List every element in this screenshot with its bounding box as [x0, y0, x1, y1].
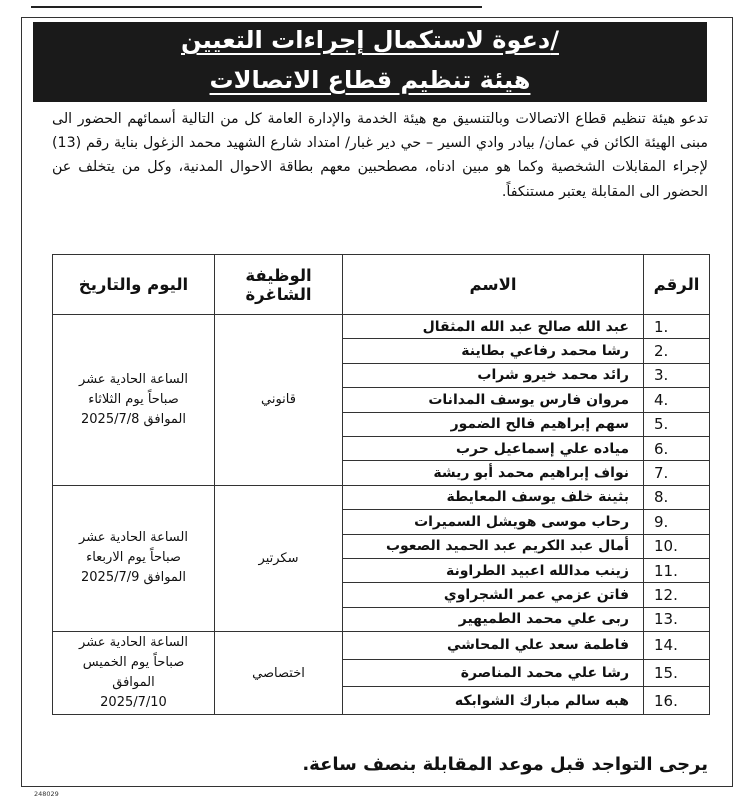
- intro-paragraph: تدعو هيئة تنظيم قطاع الاتصالات وبالتنسيق مع هيئة الخدمة والإدارة العامة كل من التالية أسمائهم الحضور الى مبنى الهيئة الكائن في عمان/ بيادر وادي السير – حي دير غبار/ امتداد شارع الشهيد محمد الزغول بناية رقم (13) لإجراء المقابلات الشخصية وكما هو مبين ادناه، مصطحبين معهم بطاقة الاحوال المدنية، وكل من يتخلف عن الحضور الى المقابلة يعتبر مستنكفاً.: [52, 111, 708, 200]
- candidate-name: أمال عبد الكريم عبد الحميد الصعوب: [343, 534, 644, 558]
- candidate-name: فاطمة سعد علي المحاشي: [343, 632, 644, 660]
- row-number: 2.: [644, 339, 710, 363]
- candidate-name: هبه سالم مبارك الشوابكه: [343, 687, 644, 715]
- interview-time-line: صباحاً يوم الثلاثاء: [88, 391, 179, 407]
- candidates-table: [52, 254, 710, 715]
- row-number: 3.: [644, 363, 710, 387]
- table-row: [53, 315, 710, 339]
- interview-time-line: الساعة الحادية عشر: [79, 371, 188, 387]
- row-number: 7.: [644, 461, 710, 485]
- row-number: 6.: [644, 436, 710, 460]
- job-title: سكرتير: [215, 485, 343, 631]
- table-header-row: [53, 255, 710, 315]
- row-number: 1.: [644, 315, 710, 339]
- footer-note: يرجى التواجد قبل موعد المقابلة بنصف ساعة.: [302, 754, 708, 775]
- title-banner: [33, 22, 707, 102]
- candidate-name: فاتن عزمي عمر الشجراوي: [343, 583, 644, 607]
- ad-code: 248029: [34, 790, 59, 798]
- row-number: 11.: [644, 558, 710, 582]
- title-line-1: دعوة لاستكمال إجراءات التعيين/: [181, 26, 559, 54]
- table-body: [53, 315, 710, 715]
- header-name: الاسم: [343, 255, 644, 315]
- table-row: [53, 485, 710, 509]
- candidate-name: ربى علي محمد الطميهير: [343, 607, 644, 631]
- row-number: 15.: [644, 659, 710, 687]
- candidate-name: مروان فارس يوسف المدانات: [343, 388, 644, 412]
- candidate-name: رشا محمد رفاعي بطاينة: [343, 339, 644, 363]
- header-job: الوظيفة الشاغرة: [215, 255, 343, 315]
- candidate-name: نواف إبراهيم محمد أبو ريشة: [343, 461, 644, 485]
- interview-time-line: الموافق 2025/7/8: [81, 411, 186, 427]
- row-number: 14.: [644, 632, 710, 660]
- row-number: 4.: [644, 388, 710, 412]
- row-number: 8.: [644, 485, 710, 509]
- row-number: 12.: [644, 583, 710, 607]
- row-number: 10.: [644, 534, 710, 558]
- interview-time: [53, 632, 215, 715]
- interview-time-line: صباحاً يوم الاربعاء: [86, 550, 181, 566]
- row-number: 16.: [644, 687, 710, 715]
- interview-time: [53, 315, 215, 486]
- candidate-name: رشا علي محمد المناصرة: [343, 659, 644, 687]
- table-row: [53, 632, 710, 660]
- interview-time: [53, 485, 215, 631]
- header-when: اليوم والتاريخ: [53, 255, 215, 315]
- interview-time-line: الموافق 2025/7/9: [81, 570, 186, 586]
- interview-time-line: 2025/7/10: [100, 695, 167, 711]
- interview-time-line: صباحاً يوم الخميس: [82, 655, 185, 671]
- top-rule: [31, 6, 482, 8]
- candidate-name: رائد محمد خيرو شراب: [343, 363, 644, 387]
- header-num: الرقم: [644, 255, 710, 315]
- row-number: 13.: [644, 607, 710, 631]
- candidate-name: مياده علي إسماعيل حرب: [343, 436, 644, 460]
- row-number: 9.: [644, 510, 710, 534]
- job-title: اختصاصي: [215, 632, 343, 715]
- interview-time-line: الموافق: [112, 675, 155, 691]
- title-line-2: هيئة تنظيم قطاع الاتصالات: [209, 66, 531, 94]
- candidate-name: عبد الله صالح عبد الله المثقال: [343, 315, 644, 339]
- job-title: قانوني: [215, 315, 343, 486]
- candidate-name: سهم إبراهيم فالح الضمور: [343, 412, 644, 436]
- interview-time-line: الساعة الحادية عشر: [79, 530, 188, 546]
- interview-time-line: الساعة الحادية عشر: [79, 635, 188, 651]
- row-number: 5.: [644, 412, 710, 436]
- candidate-name: بثينة خلف يوسف المعايطة: [343, 485, 644, 509]
- candidate-name: رحاب موسى هويشل السميرات: [343, 510, 644, 534]
- candidate-name: زينب مدالله اعبيد الطراونة: [343, 558, 644, 582]
